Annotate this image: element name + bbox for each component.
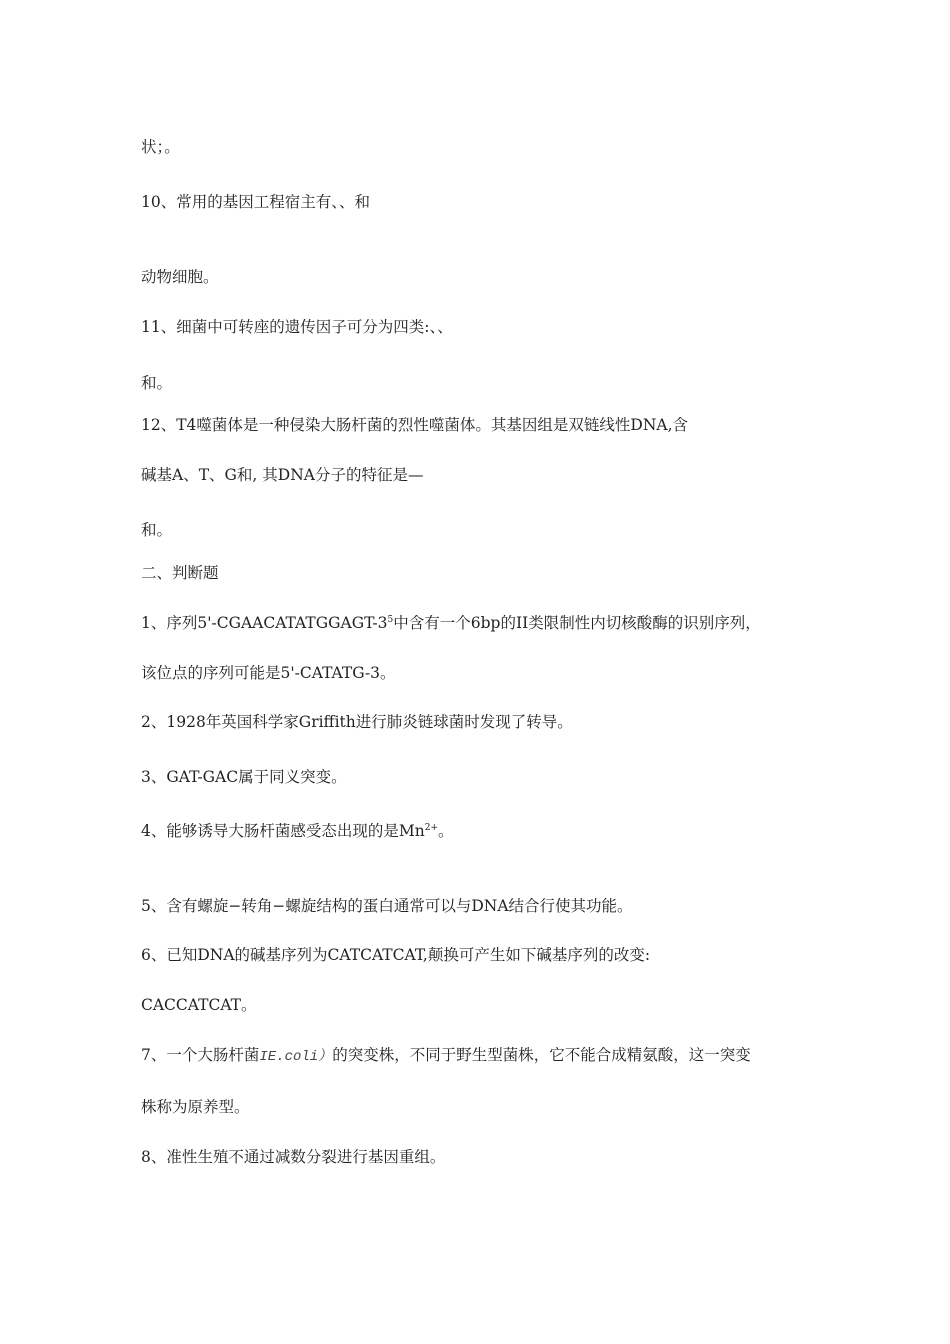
text-segment: 7、一个大肠杆菌 [141, 1046, 260, 1064]
question-10: 10、常用的基因工程宿主有、、和 [141, 193, 370, 211]
question-11: 11、细菌中可转座的遗传因子可分为四类:、、 [141, 318, 453, 336]
text-segment: 。 [438, 822, 454, 840]
judgment-2: 2、1928年英国科学家Griffith进行肺炎链球菌时发现了转导。 [141, 713, 573, 731]
judgment-4 [141, 821, 454, 841]
section-heading: 二、判断题 [141, 564, 219, 582]
text-line: 状；。 [141, 138, 180, 156]
question-12: 12、T4噬菌体是一种侵染大肠杆菌的烈性噬菌体。其基因组是双链线性DNA,含 [141, 416, 689, 434]
text-line: 和。 [141, 374, 173, 392]
text-segment: 1、序列5'-CGAACATATGGAGT-3 [141, 614, 388, 632]
judgment-1 [141, 613, 761, 633]
text-line: CACCATCAT。 [141, 996, 257, 1014]
text-line: 动物细胞。 [141, 268, 219, 286]
superscript: 2+ [424, 822, 438, 833]
text-line: 和。 [141, 521, 173, 539]
judgment-5: 5、含有螺旋−转角−螺旋结构的蛋白通常可以与DNA结合行使其功能。 [141, 897, 633, 915]
judgment-3: 3、GAT-GAC属于同义突变。 [141, 768, 347, 786]
text-segment: 中含有一个6bp的II类限制性内切核酸酶的识别序列， [393, 614, 761, 632]
superscript: 5 [387, 614, 394, 625]
judgment-6: 6、已知DNA的碱基序列为CATCATCAT,颠换可产生如下碱基序列的改变: [141, 946, 651, 964]
text-line: 碱基A、T、G和, 其DNA分子的特征是— [141, 466, 424, 484]
text-segment: 的突变株，不同于野生型菌株，它不能合成精氨酸，这一突变 [332, 1046, 751, 1064]
text-line: 该位点的序列可能是5'-CATATG-3。 [141, 664, 396, 682]
text-line: 株称为原养型。 [141, 1098, 250, 1116]
judgment-7 [141, 1045, 751, 1067]
italic-species: IE.coli） [259, 1049, 333, 1065]
judgment-8: 8、准性生殖不通过减数分裂进行基因重组。 [141, 1148, 446, 1166]
text-segment: 4、能够诱导大肠杆菌感受态出现的是Mn [141, 822, 425, 840]
